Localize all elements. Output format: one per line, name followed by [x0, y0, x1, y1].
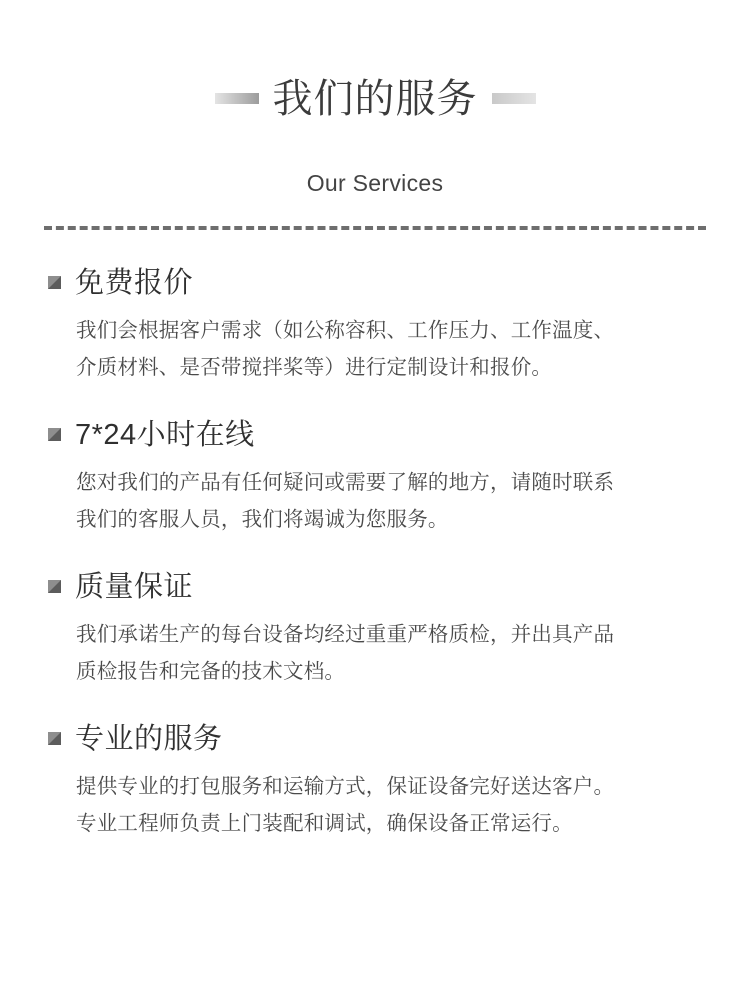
service-title: 专业的服务 [75, 722, 223, 755]
service-title: 7*24小时在线 [75, 418, 255, 451]
services-list [44, 264, 706, 842]
service-description-line: 介质材料、是否带搅拌桨等）进行定制设计和报价。 [76, 355, 553, 379]
service-description-line: 我们的客服人员，我们将竭诚为您服务。 [76, 507, 449, 531]
service-heading [44, 720, 706, 758]
square-bullet-icon [48, 276, 61, 289]
service-description-line: 我们会根据客户需求（如公称容积、工作压力、工作温度、 [76, 318, 615, 342]
service-description-line: 质检报告和完备的技术文档。 [76, 659, 346, 683]
decorative-bar-icon-left [215, 93, 259, 104]
service-description-line: 专业工程师负责上门装配和调试，确保设备正常运行。 [76, 811, 573, 835]
list-item [44, 720, 706, 842]
decorative-bar-icon-right [492, 93, 536, 104]
service-title: 免费报价 [75, 266, 194, 299]
page-title: 我们的服务 [272, 76, 478, 121]
service-description [44, 312, 706, 386]
service-heading [44, 568, 706, 606]
square-bullet-icon [48, 428, 61, 441]
service-description [44, 768, 706, 842]
service-heading [44, 264, 706, 302]
service-description [44, 616, 706, 690]
square-bullet-icon [48, 732, 61, 745]
service-title: 质量保证 [75, 570, 194, 603]
page-subtitle: Our Services [306, 169, 444, 196]
page-header [44, 0, 706, 198]
service-description-line: 我们承诺生产的每台设备均经过重重严格质检，并出具产品 [76, 622, 615, 646]
service-description-line: 您对我们的产品有任何疑问或需要了解的地方，请随时联系 [76, 470, 615, 494]
list-item [44, 264, 706, 386]
service-description-line: 提供专业的打包服务和运输方式，保证设备完好送达客户。 [76, 774, 615, 798]
service-heading [44, 416, 706, 454]
dashed-divider [44, 226, 706, 230]
list-item [44, 416, 706, 538]
square-bullet-icon [48, 580, 61, 593]
list-item [44, 568, 706, 690]
title-row [44, 48, 706, 150]
service-description [44, 464, 706, 538]
